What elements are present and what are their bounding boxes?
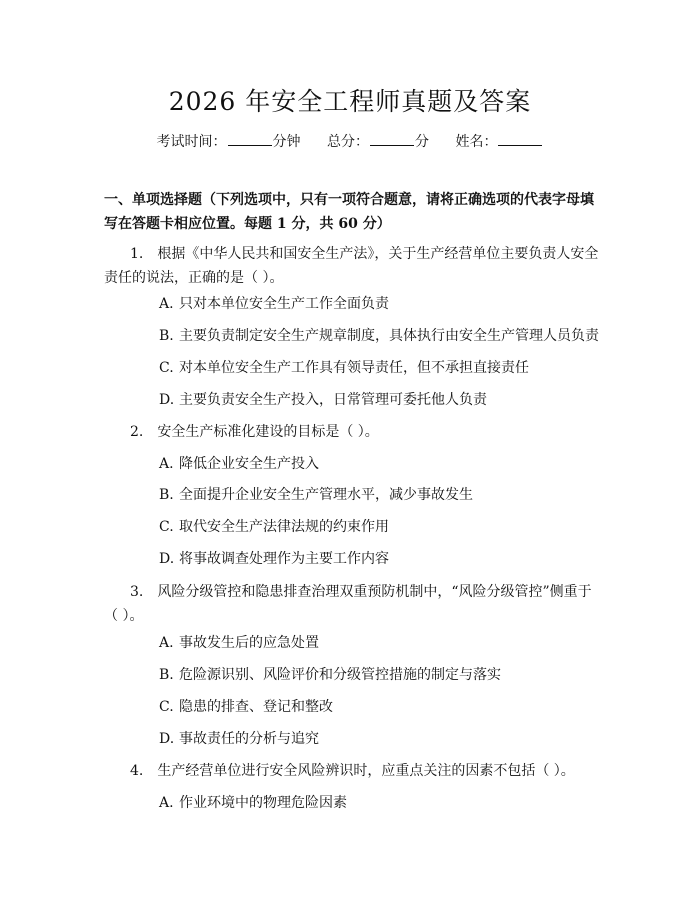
- option-text: 对本单位安全生产工作具有领导责任，但不承担直接责任: [179, 360, 529, 376]
- total-score-label: 总分：: [327, 134, 369, 150]
- question-2-stem: 2. 安全生产标准化建设的目标是（ ）。: [130, 424, 379, 440]
- option-text: 事故发生后的应急处置: [179, 635, 319, 651]
- option-letter: B.: [159, 328, 174, 344]
- option-text: 取代安全生产法律法规的约束作用: [179, 519, 389, 535]
- exam-time-blank: [228, 133, 272, 146]
- option-letter: A.: [159, 635, 174, 651]
- question-2-option-b: [159, 484, 599, 506]
- question-2-option-a: [159, 453, 599, 475]
- option-letter: D.: [159, 551, 175, 567]
- exam-time-label: 考试时间：: [156, 134, 227, 150]
- question-1-stem: 1. 根据《中华人民共和国安全生产法》，关于生产经营单位主要负责人安全责任的说法，正确的是（ ）。: [104, 246, 599, 286]
- option-letter: C.: [159, 519, 174, 535]
- question-1-option-a: [159, 293, 599, 315]
- exam-time-field: [157, 134, 301, 150]
- question-1-option-b: [159, 325, 599, 347]
- option-letter: B.: [159, 667, 174, 683]
- option-letter: C.: [159, 699, 174, 715]
- option-text: 作业环境中的物理危险因素: [179, 795, 347, 811]
- question-3-stem: 3. 风险分级管控和隐患排查治理双重预防机制中，“风险分级管控”侧重于（ ）。: [104, 584, 592, 624]
- option-text: 将事故调查处理作为主要工作内容: [179, 551, 389, 567]
- question-3-option-c: [159, 696, 599, 718]
- option-text: 主要负责安全生产投入，日常管理可委托他人负责: [179, 392, 487, 408]
- option-text: 隐患的排查、登记和整改: [179, 699, 333, 715]
- question-3-option-d: [159, 728, 599, 750]
- option-letter: A.: [159, 795, 174, 811]
- option-text: 全面提升企业安全生产管理水平，减少事故发生: [179, 487, 473, 503]
- question-1-option-c: [159, 357, 599, 379]
- total-score-field: [327, 134, 429, 150]
- name-blank: [498, 133, 542, 146]
- exam-info-line: [0, 131, 700, 151]
- section-heading: 一、单项选择题（下列选项中，只有一项符合题意，请将正确选项的代表字母填写在答题卡相应位置。每题 1 分，共 60 分）: [104, 192, 594, 232]
- option-text: 主要负责制定安全生产规章制度，具体执行由安全生产管理人员负责: [179, 328, 599, 344]
- option-letter: B.: [159, 487, 174, 503]
- question-1-option-d: [159, 389, 599, 411]
- option-text: 只对本单位安全生产工作全面负责: [179, 296, 389, 312]
- name-label: 姓名：: [455, 134, 498, 150]
- question-2-option-c: [159, 516, 599, 538]
- question-4-stem: 4. 生产经营单位进行安全风险辨识时，应重点关注的因素不包括（ ）。: [130, 763, 575, 779]
- question-4-option-a: [159, 792, 599, 814]
- option-text: 降低企业安全生产投入: [179, 456, 319, 472]
- option-letter: D.: [159, 731, 175, 747]
- option-letter: D.: [159, 392, 175, 408]
- question-3-option-b: [159, 664, 599, 686]
- exam-time-unit: 分钟: [272, 134, 301, 150]
- question-2-option-d: [159, 548, 599, 570]
- question-3-option-a: [159, 632, 599, 654]
- option-letter: C.: [159, 360, 174, 376]
- total-score-blank: [370, 133, 414, 146]
- option-text: 事故责任的分析与追究: [179, 731, 319, 747]
- option-letter: A.: [159, 296, 174, 312]
- name-field: [455, 134, 543, 150]
- option-letter: A.: [159, 456, 174, 472]
- option-text: 危险源识别、风险评价和分级管控措施的制定与落实: [179, 667, 501, 683]
- total-score-unit: 分: [415, 134, 429, 150]
- exam-title: 2026 年安全工程师真题及答案: [168, 87, 532, 116]
